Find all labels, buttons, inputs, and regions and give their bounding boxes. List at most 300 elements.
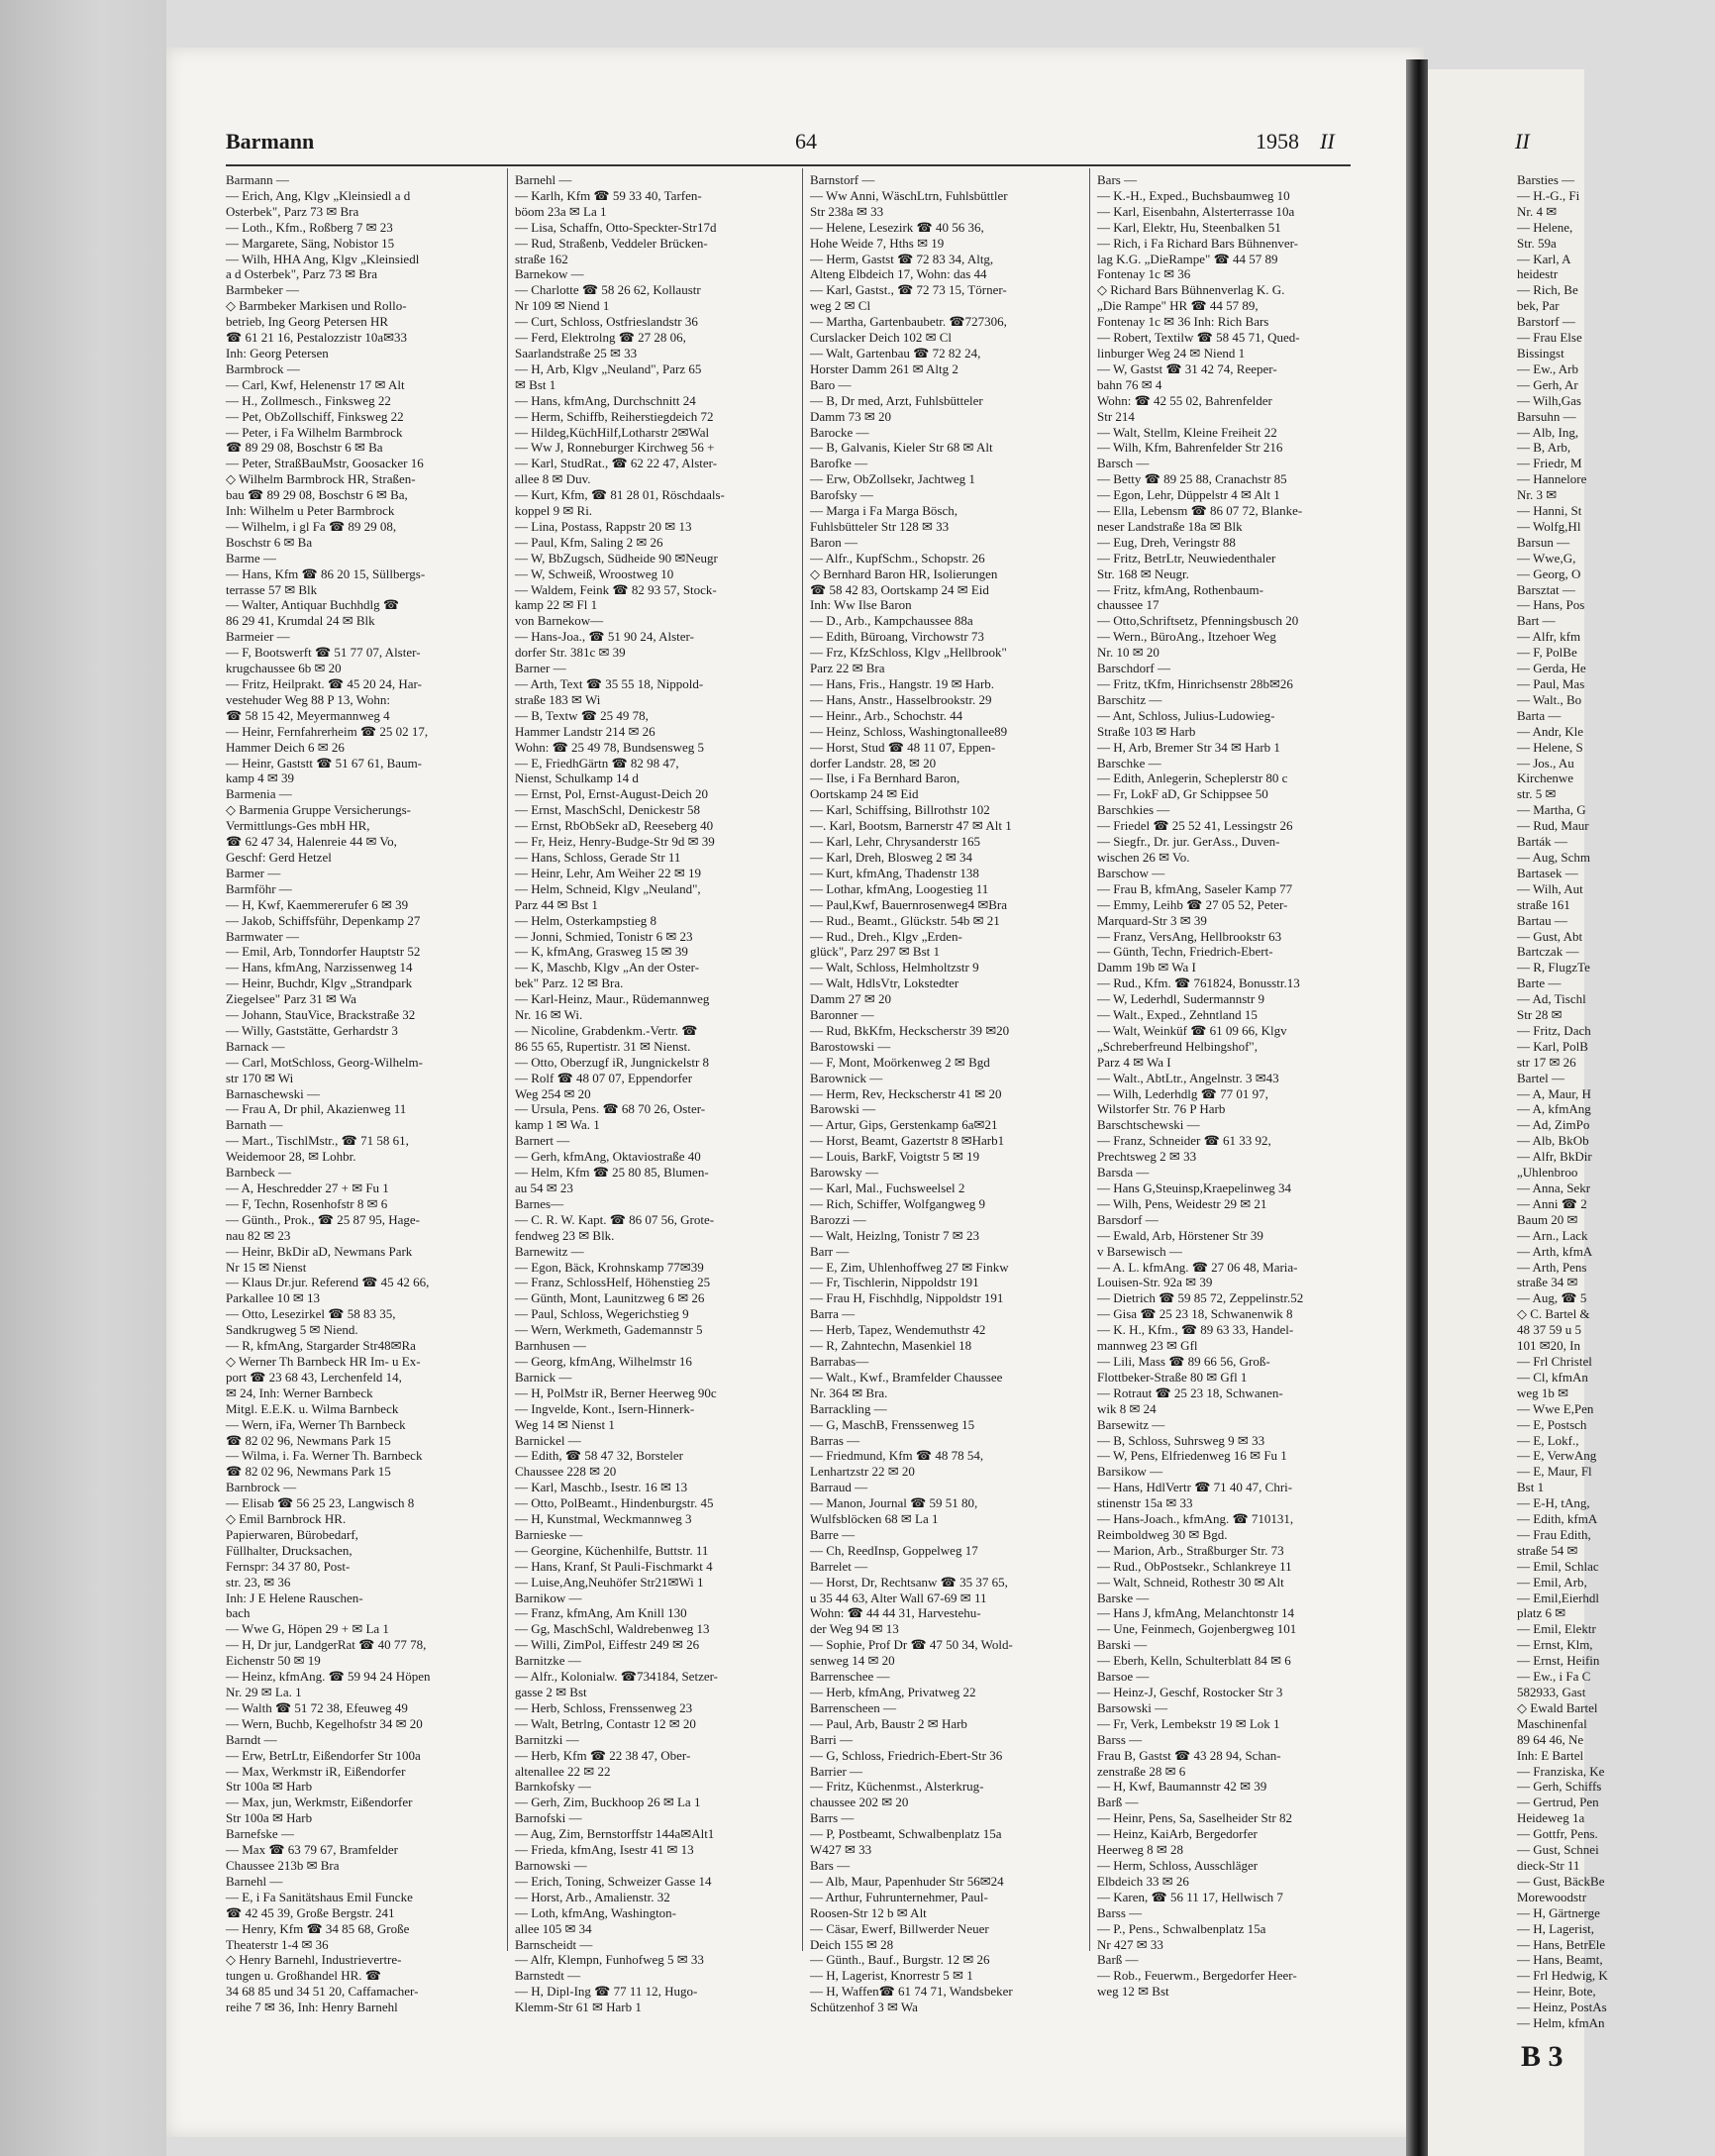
adjacent-entry-line: — Hans, Beamt, xyxy=(1517,1952,1603,1968)
directory-entry-line: — Franz, VersAng, Hellbrookstr 63 xyxy=(1097,928,1282,944)
directory-entry-line: bau ☎ 89 29 08, Boschstr 6 ✉ Ba, xyxy=(226,487,408,503)
adjacent-entry-line: Bart — xyxy=(1517,613,1556,629)
directory-entry-line: — Lina, Postass, Rappstr 20 ✉ 13 xyxy=(515,518,692,534)
adjacent-entry-line: — Alb, Ing, xyxy=(1517,424,1579,440)
directory-entry-line: — K. H., Kfm., ☎ 89 63 33, Handel- xyxy=(1097,1322,1294,1338)
directory-entry-line: — Ernst, RbObSekr aD, Reeseberg 40 xyxy=(515,818,714,834)
directory-entry-line: Barmbeker — xyxy=(226,282,300,298)
directory-entry-line: — Hans G,Steuinsp,Kraepelinweg 34 xyxy=(1097,1181,1292,1195)
directory-entry-line: — K, kfmAng, Grasweg 15 ✉ 39 xyxy=(515,944,688,960)
directory-entry-line: Barrs — xyxy=(810,1810,855,1826)
directory-entry-line: — Loth., Kfm., Roßberg 7 ✉ 23 xyxy=(226,219,393,235)
directory-entry-line: v Barsewisch — xyxy=(1097,1243,1182,1259)
directory-entry-line: — Heinr, Lehr, Am Weiher 22 ✉ 19 xyxy=(515,865,701,880)
directory-entry-line: — Heinz, kfmAng. ☎ 59 94 24 Höpen xyxy=(226,1669,431,1685)
directory-entry-line: — Rud., Dreh., Klgv „Erden- xyxy=(810,928,962,944)
directory-entry-line: str. 23, ✉ 36 xyxy=(226,1574,291,1590)
adjacent-entry-line: — Andr, Kle xyxy=(1517,723,1583,739)
directory-entry-line: — Wern, Werkmeth, Gademannstr 5 xyxy=(515,1322,703,1338)
directory-entry-line: Nr 427 ✉ 33 xyxy=(1097,1936,1163,1952)
directory-entry-line: Barnikow — xyxy=(515,1590,582,1605)
directory-entry-line: Hammer Deich 6 ✉ 26 xyxy=(226,739,345,755)
directory-entry-line: mannweg 23 ✉ Gfl xyxy=(1097,1338,1198,1354)
directory-entry-line: — Arthur, Fuhrunternehmer, Paul- xyxy=(810,1889,988,1904)
directory-entry-line: — Ursula, Pens. ☎ 68 70 26, Oster- xyxy=(515,1101,706,1117)
directory-entry-line: stinenstr 15a ✉ 33 xyxy=(1097,1495,1193,1511)
directory-entry-line: ◇ Wilhelm Barmbrock HR, Straßen- xyxy=(226,471,416,487)
directory-entry-line: — Ant, Schloss, Julius-Ludowieg- xyxy=(1097,707,1275,723)
adjacent-entry-line: — Hans, BetrEle xyxy=(1517,1936,1606,1952)
directory-entry-line: Barsoe — xyxy=(1097,1669,1150,1685)
directory-entry-line: — A. L. kfmAng. ☎ 27 06 48, Maria- xyxy=(1097,1259,1298,1275)
directory-entry-line: — K, Maschb, Klgv „An der Oster- xyxy=(515,960,700,975)
book-gutter xyxy=(1406,59,1428,2156)
directory-entry-line: Reimboldweg 30 ✉ Bgd. xyxy=(1097,1526,1228,1542)
directory-entry-line: — Heinz, Schloss, Washingtonallee89 xyxy=(810,723,1008,739)
directory-entry-line: — Wilhelm, i gl Fa ☎ 89 29 08, xyxy=(226,518,397,534)
directory-entry-line: — Karl, Lehr, Chrysanderstr 165 xyxy=(810,834,981,850)
adjacent-entry-line: — Ew., Arb xyxy=(1517,360,1578,376)
directory-entry-line: Barnehl — xyxy=(515,172,572,187)
directory-entry-line: Barschtschewski — xyxy=(1097,1117,1200,1133)
directory-entry-line: Inh: Ww Ilse Baron xyxy=(810,597,912,613)
directory-entry-line: Barnowski — xyxy=(515,1857,587,1873)
directory-entry-line: Ziegelsee" Parz 31 ✉ Wa xyxy=(226,991,356,1007)
directory-entry-line: ☎ 61 21 16, Pestalozzistr 10a✉33 xyxy=(226,330,408,346)
adjacent-entry-line: — Helene, S xyxy=(1517,739,1583,755)
directory-entry-line: Hammer Landstr 214 ✉ 26 xyxy=(515,723,656,739)
directory-entry-line: — Paul, Schloss, Wegerichstieg 9 xyxy=(515,1306,689,1322)
adjacent-entry-line: straße 54 ✉ xyxy=(1517,1542,1578,1558)
directory-entry-line: — B, Schloss, Suhrsweg 9 ✉ 33 xyxy=(1097,1432,1265,1448)
directory-entry-line: ☎ 58 42 83, Oortskamp 24 ✉ Eid xyxy=(810,581,989,597)
directory-entry-line: Barrenschee — xyxy=(810,1669,890,1685)
directory-entry-line: Nr. 16 ✉ Wi. xyxy=(515,1007,583,1023)
directory-entry-line: — Erich, Toning, Schweizer Gasse 14 xyxy=(515,1873,712,1889)
directory-entry-line: weg 2 ✉ Cl xyxy=(810,298,871,314)
header-rule xyxy=(226,164,1351,166)
directory-entry-line: altenallee 22 ✉ 22 xyxy=(515,1763,611,1779)
directory-entry-line: — Friedmund, Kfm ☎ 48 78 54, xyxy=(810,1448,984,1464)
directory-entry-line: Barschitz — xyxy=(1097,691,1162,707)
directory-entry-line: Nr 15 ✉ Nienst xyxy=(226,1259,307,1275)
adjacent-entry-line: — Paul, Mas xyxy=(1517,676,1585,691)
directory-entry-line: — Otto, Lesezirkel ☎ 58 83 35, xyxy=(226,1306,396,1322)
directory-entry-line: „Schreberfreund Helbingshof", xyxy=(1097,1038,1258,1054)
directory-entry-line: Theaterstr 1-4 ✉ 36 xyxy=(226,1936,329,1952)
directory-entry-line: — Carl, MotSchloss, Georg-Wilhelm- xyxy=(226,1054,423,1070)
directory-entry-line: von Barnekow— xyxy=(515,613,604,629)
directory-entry-line: — Ferd, Elektrolng ☎ 27 28 06, xyxy=(515,330,686,346)
directory-entry-line: — Frau B, kfmAng, Saseler Kamp 77 xyxy=(1097,880,1293,896)
directory-entry-line: Frau B, Gastst ☎ 43 28 94, Schan- xyxy=(1097,1747,1281,1763)
directory-entry-line: ☎ 82 02 96, Newmans Park 15 xyxy=(226,1432,391,1448)
directory-entry-line: Barschow — xyxy=(1097,865,1165,880)
directory-entry-line: — Robert, Textilw ☎ 58 45 71, Qued- xyxy=(1097,330,1300,346)
directory-entry-line: — Rud., Kfm. ☎ 761824, Bonusstr.13 xyxy=(1097,975,1300,991)
directory-entry-line: Chaussee 228 ✉ 20 xyxy=(515,1464,617,1480)
directory-entry-line: — Wilh, Kfm, Bahrenfelder Str 216 xyxy=(1097,440,1283,456)
directory-entry-line: — Ilse, i Fa Bernhard Baron, xyxy=(810,770,960,786)
adjacent-entry-line: Barstorf — xyxy=(1517,314,1575,330)
directory-entry-line: Wilstorfer Str. 76 P Harb xyxy=(1097,1101,1226,1117)
directory-entry-line: Barmföhr — xyxy=(226,880,292,896)
directory-entry-line: ☎ 82 02 96, Newmans Park 15 xyxy=(226,1464,391,1480)
directory-entry-line: ◇ Richard Bars Bühnenverlag K. G. xyxy=(1097,282,1285,298)
adjacent-entry-line: — Gerh, Ar xyxy=(1517,376,1578,392)
directory-entry-line: — Franz, kfmAng, Am Knill 130 xyxy=(515,1605,687,1621)
adjacent-entry-line: 582933, Gast xyxy=(1517,1685,1586,1699)
directory-entry-line: — G, Schloss, Friedrich-Ebert-Str 36 xyxy=(810,1747,1003,1763)
directory-entry-line: Barss — xyxy=(1097,1731,1143,1747)
directory-entry-line: Baronner — xyxy=(810,1007,874,1023)
directory-entry-line: Osterbek", Parz 73 ✉ Bra xyxy=(226,203,359,219)
directory-entry-line: — Egon, Bäck, Krohnskamp 77✉39 xyxy=(515,1259,704,1275)
adjacent-entry-line: — Heinr, Bote, xyxy=(1517,1984,1596,2000)
directory-entry-line: — W, Schweiß, Wroostweg 10 xyxy=(515,565,674,581)
directory-entry-line: — Franz, SchlossHelf, Höhenstieg 25 xyxy=(515,1275,711,1290)
adjacent-entry-line: — Rich, Be xyxy=(1517,282,1578,298)
directory-entry-line: Barowski — xyxy=(810,1101,876,1117)
directory-entry-line: — Frau A, Dr phil, Akazienweg 11 xyxy=(226,1101,407,1117)
adjacent-entry-line: — Ad, ZimPo xyxy=(1517,1117,1590,1133)
directory-entry-line: — Klaus Dr.jur. Referend ☎ 45 42 66, xyxy=(226,1275,430,1290)
directory-entry-line: — B, Galvanis, Kieler Str 68 ✉ Alt xyxy=(810,440,993,456)
directory-entry-line: Barnes— xyxy=(515,1195,564,1211)
directory-entry-line: Parz 4 ✉ Wa I xyxy=(1097,1054,1171,1070)
directory-entry-line: — Willi, ZimPol, Eiffestr 249 ✉ 26 xyxy=(515,1637,700,1653)
directory-entry-line: Barsowski — xyxy=(1097,1699,1168,1715)
directory-entry-line: — W, Gastst ☎ 31 42 74, Reeper- xyxy=(1097,360,1277,376)
directory-entry-line: —. Karl, Bootsm, Barnerstr 47 ✉ Alt 1 xyxy=(810,818,1012,834)
directory-entry-line: — Johann, StauVice, Brackstraße 32 xyxy=(226,1007,416,1023)
directory-entry-line: — Artur, Gips, Gerstenkamp 6a✉21 xyxy=(810,1117,998,1133)
printer-signature: B 3 xyxy=(1521,2040,1564,2073)
adjacent-entry-line: — Ad, Tischl xyxy=(1517,991,1586,1007)
directory-entry-line: Barschke — xyxy=(1097,755,1161,770)
directory-entry-line: Parkallee 10 ✉ 13 xyxy=(226,1290,321,1306)
directory-entry-line: Barrabas— xyxy=(810,1353,869,1369)
directory-entry-line: — E, i Fa Sanitätshaus Emil Funcke xyxy=(226,1889,413,1904)
directory-entry-line: Barnstedt — xyxy=(515,1968,581,1984)
directory-entry-line: dorfer Landstr. 28, ✉ 20 xyxy=(810,755,937,770)
directory-entry-line: Barmeier — xyxy=(226,629,290,645)
directory-entry-line: — Helene, Lesezirk ☎ 40 56 36, xyxy=(810,219,984,235)
directory-entry-line: Barnath — xyxy=(226,1117,283,1133)
adjacent-entry-line: — Frl Hedwig, K xyxy=(1517,1968,1608,1984)
directory-entry-line: Inh: Georg Petersen xyxy=(226,345,329,360)
directory-entry-line: Barnbeck — xyxy=(226,1165,292,1181)
directory-entry-line: — Luise,Ang,Neuhöfer Str21✉Wi 1 xyxy=(515,1574,704,1590)
directory-entry-line: — H, Dr jur, LandgerRat ☎ 40 77 78, xyxy=(226,1637,427,1653)
adjacent-entry-line: — Walt., Bo xyxy=(1517,691,1582,707)
directory-entry-line: — R, Zahntechn, Masenkiel 18 xyxy=(810,1338,972,1354)
adjacent-entry-line: — Frau Edith, xyxy=(1517,1526,1591,1542)
directory-entry-line: — Edith, ☎ 58 47 32, Borsteler xyxy=(515,1448,684,1464)
directory-entry-line: lag K.G. „DieRampe" ☎ 44 57 89 xyxy=(1097,251,1278,266)
directory-entry-line: — Lisa, Schaffn, Otto-Speckter-Str17d xyxy=(515,219,717,235)
directory-entry-line: Barnkofsky — xyxy=(515,1779,591,1795)
directory-entry-line: — Wilh, Pens, Weidestr 29 ✉ 21 xyxy=(1097,1195,1267,1211)
directory-entry-line: — Hans, Fris., Hangstr. 19 ✉ Harb. xyxy=(810,676,995,691)
directory-entry-line: — Rud, Straßenb, Veddeler Brücken- xyxy=(515,235,708,251)
directory-entry-line: vestehuder Weg 88 P 13, Wohn: xyxy=(226,691,390,707)
directory-entry-line: Papierwaren, Bürobedarf, xyxy=(226,1526,358,1542)
adjacent-entry-line: — Anna, Sekr xyxy=(1517,1181,1591,1195)
directory-entry-line: — Ewald, Arb, Hörstener Str 39 xyxy=(1097,1227,1263,1243)
directory-entry-line: Nr. 29 ✉ La. 1 xyxy=(226,1685,302,1699)
adjacent-entry-line: Str. 59a xyxy=(1517,235,1557,251)
directory-entry-line: — Karl, StudRat., ☎ 62 22 47, Alster- xyxy=(515,456,718,471)
directory-entry-line: koppel 9 ✉ Ri. xyxy=(515,503,593,519)
adjacent-entry-line: dieck-Str 11 xyxy=(1517,1857,1580,1873)
directory-entry-line: — Wwe G, Höpen 29 + ✉ La 1 xyxy=(226,1621,389,1637)
directory-entry-line: wischen 26 ✉ Vo. xyxy=(1097,849,1190,865)
directory-entry-line: Barozzi — xyxy=(810,1211,866,1227)
directory-entry-line: Barnstorf — xyxy=(810,172,875,187)
directory-entry-line: Deich 155 ✉ 28 xyxy=(810,1936,894,1952)
directory-entry-line: — Karl, Schiffsing, Billrothstr 102 xyxy=(810,802,990,818)
adjacent-entry-line: — R, FlugzTe xyxy=(1517,960,1590,975)
directory-entry-line: ☎ 42 45 39, Große Bergstr. 241 xyxy=(226,1904,395,1920)
adjacent-entry-line: — Wwe,G, xyxy=(1517,550,1576,565)
directory-entry-line: — Hildeg,KüchHilf,Lotharstr 2✉Wal xyxy=(515,424,710,440)
directory-entry-line: ◇ Bernhard Baron HR, Isolierungen xyxy=(810,565,998,581)
directory-entry-line: — Betty ☎ 89 25 88, Cranachstr 85 xyxy=(1097,471,1287,487)
directory-entry-line: — Max, jun, Werkmstr, Eißendorfer xyxy=(226,1795,413,1810)
directory-entry-line: — H, Lagerist, Knorrestr 5 ✉ 1 xyxy=(810,1968,973,1984)
adjacent-entry-line: — Gerda, He xyxy=(1517,661,1586,676)
directory-entry-line: — Fritz, BetrLtr, Neuwiedenthaler xyxy=(1097,550,1276,565)
adjacent-entry-line: str. 5 ✉ xyxy=(1517,786,1557,802)
directory-entry-line: Weg 254 ✉ 20 xyxy=(515,1085,591,1101)
adjacent-entry-line: — Ew., i Fa C xyxy=(1517,1669,1591,1685)
directory-entry-line: ◇ Emil Barnbrock HR. xyxy=(226,1511,347,1527)
directory-entry-line: — F, Mont, Moörkenweg 2 ✉ Bgd xyxy=(810,1054,990,1070)
directory-entry-line: — Fritz, kfmAng, Rothenbaum- xyxy=(1097,581,1263,597)
adjacent-entry-line: — Karl, PolB xyxy=(1517,1038,1588,1054)
directory-entry-line: Barsewitz — xyxy=(1097,1416,1165,1432)
directory-entry-line: Barmenia — xyxy=(226,786,292,802)
directory-entry-line: — Herb, Tapez, Wendemuthstr 42 xyxy=(810,1322,986,1338)
directory-entry-line: Barnscheidt — xyxy=(515,1936,593,1952)
directory-entry-line: — Heinz, KaiArb, Bergedorfer xyxy=(1097,1826,1258,1842)
directory-entry-line: Elbdeich 33 ✉ 26 xyxy=(1097,1873,1189,1889)
directory-entry-line: — Heinr, Buchdr, Klgv „Strandpark xyxy=(226,975,413,991)
directory-entry-line: terrasse 57 ✉ Blk xyxy=(226,581,318,597)
directory-entry-line: — Karl-Heinz, Maur., Rüdemannweg xyxy=(515,991,710,1007)
directory-entry-line: Barmann — xyxy=(226,172,289,187)
adjacent-entry-line: — Emil,Eierhdl xyxy=(1517,1590,1600,1605)
adjacent-entry-line: — Heinz, PostAs xyxy=(1517,2000,1607,2015)
directory-entry-line: Fernspr: 34 37 80, Post- xyxy=(226,1558,351,1574)
adjacent-entry-line: — Aug, ☎ 5 xyxy=(1517,1290,1587,1306)
adjacent-entry-line: weg 1b ✉ xyxy=(1517,1385,1569,1400)
directory-entry-line: — Herb, Schloss, Frenssenweg 23 xyxy=(515,1699,693,1715)
adjacent-entry-line: — E, Postsch xyxy=(1517,1416,1587,1432)
adjacent-entry-line: Nr. 4 ✉ xyxy=(1517,203,1558,219)
directory-entry-line: — Kurt, Kfm, ☎ 81 28 01, Röschdaals- xyxy=(515,487,725,503)
adjacent-page-volume: II xyxy=(1515,129,1530,154)
directory-entry-line: — Eug, Dreh, Veringstr 88 xyxy=(1097,534,1236,550)
adjacent-entry-line: — Gust, Abt xyxy=(1517,928,1583,944)
directory-entry-line: — Walt., Kwf., Bramfelder Chaussee xyxy=(810,1369,1003,1385)
directory-entry-line: Schützenhof 3 ✉ Wa xyxy=(810,2000,918,2015)
directory-entry-line: — Helm, Osterkampstieg 8 xyxy=(515,912,656,928)
adjacent-page xyxy=(1428,69,1608,2156)
adjacent-entry-line: Barsuhn — xyxy=(1517,408,1576,424)
directory-entry-line: glück", Parz 297 ✉ Bst 1 xyxy=(810,944,941,960)
adjacent-entry-line: — Alfr, BkDir xyxy=(1517,1149,1592,1165)
adjacent-entry-line: — Jos., Au xyxy=(1517,755,1574,770)
directory-entry-line: Bars — xyxy=(1097,172,1138,187)
directory-entry-line: — Hans, kfmAng, Durchschnitt 24 xyxy=(515,392,696,408)
directory-entry-line: Str. 168 ✉ Neugr. xyxy=(1097,565,1189,581)
directory-entry-line: Alteng Elbdeich 17, Wohn: das 44 xyxy=(810,266,987,282)
adjacent-entry-line: — Gust, Schnei xyxy=(1517,1842,1599,1858)
directory-entry-line: — Peter, i Fa Wilhelm Barmbrock xyxy=(226,424,403,440)
directory-entry-line: Barnieske — xyxy=(515,1526,583,1542)
directory-entry-line: nau 82 ✉ 23 xyxy=(226,1227,291,1243)
directory-entry-line: senweg 14 ✉ 20 xyxy=(810,1653,895,1669)
directory-entry-line: — Gerh, kfmAng, Oktaviostraße 40 xyxy=(515,1149,701,1165)
directory-entry-line: — Wern, Buchb, Kegelhofstr 34 ✉ 20 xyxy=(226,1715,423,1731)
directory-entry-line: — Rich, Schiffer, Wolfgangweg 9 xyxy=(810,1195,986,1211)
directory-entry-line: — Jonni, Schmied, Tonistr 6 ✉ 23 xyxy=(515,928,693,944)
directory-entry-line: — Fr, Verk, Lembekstr 19 ✉ Lok 1 xyxy=(1097,1715,1280,1731)
directory-entry-line: — Karl, Mal., Fuchsweelsel 2 xyxy=(810,1181,965,1195)
directory-entry-line: — Elisab ☎ 56 25 23, Langwisch 8 xyxy=(226,1495,415,1511)
adjacent-entry-line: str 17 ✉ 26 xyxy=(1517,1054,1576,1070)
directory-entry-line: Wohn: ☎ 25 49 78, Bundsensweg 5 xyxy=(515,739,705,755)
directory-entry-line: — Herb, Kfm ☎ 22 38 47, Ober- xyxy=(515,1747,691,1763)
directory-entry-line: Nr. 364 ✉ Bra. xyxy=(810,1385,888,1400)
directory-entry-line: Barr — xyxy=(810,1243,850,1259)
directory-entry-line: — Fritz, Heilprakt. ☎ 45 20 24, Har- xyxy=(226,676,422,691)
directory-entry-line: Str 238a ✉ 33 xyxy=(810,203,884,219)
adjacent-entry-line: Kirchenwe xyxy=(1517,770,1574,786)
adjacent-entry-line: — Fritz, Dach xyxy=(1517,1022,1591,1038)
directory-entry-line: — Walt, Gartenbau ☎ 72 82 24, xyxy=(810,345,981,360)
directory-entry-line: — Frau H, Fischhdlg, Nippoldstr 191 xyxy=(810,1290,1004,1306)
directory-entry-line: — Fr, Heiz, Henry-Budge-Str 9d ✉ 39 xyxy=(515,834,715,850)
directory-entry-line: — K.-H., Exped., Buchsbaumweg 10 xyxy=(1097,187,1290,203)
directory-entry-line: — R, kfmAng, Stargarder Str48✉Ra xyxy=(226,1338,416,1354)
directory-entry-line: — Günth, Mont, Launitzweg 6 ✉ 26 xyxy=(515,1290,705,1306)
directory-entry-line: — Hans-Joach., kfmAng. ☎ 710131, xyxy=(1097,1511,1294,1527)
directory-entry-line: — Günth., Prok., ☎ 25 87 95, Hage- xyxy=(226,1211,421,1227)
adjacent-entry-line: — B, Arb, xyxy=(1517,440,1571,456)
directory-entry-line: Barnefske — xyxy=(226,1826,294,1842)
edition-year: 1958 xyxy=(1256,129,1299,154)
adjacent-entry-line: straße 161 xyxy=(1517,896,1570,912)
directory-entry-line: tungen u. Großhandel HR. ☎ xyxy=(226,1968,382,1984)
directory-entry-line: — Hans, Kfm ☎ 86 20 15, Süllbergs- xyxy=(226,565,426,581)
directory-entry-line: Barske — xyxy=(1097,1590,1150,1605)
directory-entry-line: Bars — xyxy=(810,1857,851,1873)
directory-entry-line: Barsdorf — xyxy=(1097,1211,1159,1227)
directory-entry-line: Str 100a ✉ Harb xyxy=(226,1779,313,1795)
adjacent-entry-line: Barsztat — xyxy=(1517,581,1575,597)
directory-entry-line: — Ernst, MaschSchl, Denickestr 58 xyxy=(515,802,701,818)
directory-entry-line: — Edith, Büroang, Virchowstr 73 xyxy=(810,629,984,645)
directory-entry-line: Barnekow — xyxy=(515,266,584,282)
directory-entry-line: — Aug, Zim, Bernstorffstr 144a✉Alt1 xyxy=(515,1826,715,1842)
directory-entry-line: — Otto, Oberzugf iR, Jungnickelstr 8 xyxy=(515,1054,710,1070)
directory-entry-line: — Rich, i Fa Richard Bars Bühnenver- xyxy=(1097,235,1299,251)
directory-entry-line: der Weg 94 ✉ 13 xyxy=(810,1621,899,1637)
directory-entry-line: ✉ 24, Inh: Werner Barnbeck xyxy=(226,1385,373,1400)
adjacent-entry-line: Baum 20 ✉ xyxy=(1517,1211,1578,1227)
directory-entry-line: Barmer — xyxy=(226,865,281,880)
directory-entry-line: Oortskamp 24 ✉ Eid xyxy=(810,786,919,802)
directory-entry-line: Str 214 xyxy=(1097,408,1135,424)
directory-entry-line: — Karlh, Kfm ☎ 59 33 40, Tarfen- xyxy=(515,187,702,203)
adjacent-entry-line: Barsties — xyxy=(1517,172,1575,187)
directory-entry-line: krugchaussee 6b ✉ 20 xyxy=(226,661,342,676)
directory-entry-line: — Walter, Antiquar Buchhdlg ☎ xyxy=(226,597,400,613)
directory-entry-line: — P., Pens., Schwalbenplatz 15a xyxy=(1097,1920,1266,1936)
directory-entry-line: Damm 19b ✉ Wa I xyxy=(1097,960,1196,975)
directory-entry-line: — Ingvelde, Kont., Isern-Hinnerk- xyxy=(515,1400,695,1416)
directory-entry-line: Hohe Weide 7, Hths ✉ 19 xyxy=(810,235,945,251)
directory-entry-line: Straße 103 ✉ Harb xyxy=(1097,723,1196,739)
directory-entry-line: Weg 14 ✉ Nienst 1 xyxy=(515,1416,615,1432)
directory-entry-line: — Helm, Kfm ☎ 25 80 85, Blumen- xyxy=(515,1165,709,1181)
scan-left-margin xyxy=(0,0,166,2156)
directory-entry-line: Inh: J E Helene Rauschen- xyxy=(226,1590,363,1605)
directory-entry-line: Barrackling — xyxy=(810,1400,887,1416)
directory-entry-line: bahn 76 ✉ 4 xyxy=(1097,376,1162,392)
directory-entry-line: Horster Damm 261 ✉ Altg 2 xyxy=(810,360,958,376)
directory-entry-line: — Erw, BetrLtr, Eißendorfer Str 100a xyxy=(226,1747,421,1763)
directory-entry-line: — Fritz, tKfm, Hinrichsenstr 28b✉26 xyxy=(1097,676,1293,691)
directory-entry-line: — Paul, Arb, Baustr 2 ✉ Harb xyxy=(810,1715,967,1731)
directory-entry-line: — Jakob, Schiffsführ, Depenkamp 27 xyxy=(226,912,421,928)
directory-entry-line: — Max ☎ 63 79 67, Bramfelder xyxy=(226,1842,398,1858)
directory-entry-line: fendweg 23 ✉ Blk. xyxy=(515,1227,615,1243)
directory-entry-line: — Gerh, Zim, Buckhoop 26 ✉ La 1 xyxy=(515,1795,701,1810)
adjacent-entry-line: — Cl, kfmAn xyxy=(1517,1369,1588,1385)
adjacent-entry-line: — A, kfmAng xyxy=(1517,1101,1591,1117)
adjacent-entry-line: — H.-G., Fi xyxy=(1517,187,1580,203)
directory-entry-line: — Eberh, Kelln, Schulterblatt 84 ✉ 6 xyxy=(1097,1653,1291,1669)
directory-entry-line: — Henry, Kfm ☎ 34 85 68, Große xyxy=(226,1920,410,1936)
directory-entry-line: — Horst, Dr, Rechtsanw ☎ 35 37 65, xyxy=(810,1574,1008,1590)
directory-entry-line: linburger Weg 24 ✉ Niend 1 xyxy=(1097,345,1246,360)
column-divider xyxy=(507,168,508,1951)
adjacent-entry-line: Bartasek — xyxy=(1517,865,1578,880)
directory-entry-line: Barndt — xyxy=(226,1731,277,1747)
adjacent-entry-line: — Wilh,Gas xyxy=(1517,392,1581,408)
directory-entry-line: — Wilh, HHA Ang, Klgv „Kleinsiedl xyxy=(226,251,420,266)
directory-entry-line: Parz 22 ✉ Bra xyxy=(810,661,885,676)
adjacent-entry-line: — Arn., Lack xyxy=(1517,1227,1588,1243)
directory-entry-line: 34 68 85 und 34 51 20, Caffamacher- xyxy=(226,1984,419,2000)
adjacent-entry-line: Bartau — xyxy=(1517,912,1567,928)
directory-entry-line: ✉ Bst 1 xyxy=(515,376,556,392)
directory-entry-line: — Franz, Schneider ☎ 61 33 92, xyxy=(1097,1133,1271,1149)
adjacent-entry-line: — Frau Else xyxy=(1517,330,1582,346)
directory-entry-line: — Karen, ☎ 56 11 17, Hellwisch 7 xyxy=(1097,1889,1283,1904)
directory-entry-line: Barß — xyxy=(1097,1952,1139,1968)
directory-entry-line: — Une, Feinmech, Gojenbergweg 101 xyxy=(1097,1621,1297,1637)
directory-entry-line: — Heinr, Pens, Sa, Saselheider Str 82 xyxy=(1097,1810,1292,1826)
adjacent-entry-line: — Ernst, Klm, xyxy=(1517,1637,1593,1653)
directory-entry-line: zenstraße 28 ✉ 6 xyxy=(1097,1763,1186,1779)
directory-entry-line: — Rud, BkKfm, Heckscherstr 39 ✉20 xyxy=(810,1022,1010,1038)
directory-entry-line: — Walt, HdlsVtr, Lokstedter xyxy=(810,975,959,991)
